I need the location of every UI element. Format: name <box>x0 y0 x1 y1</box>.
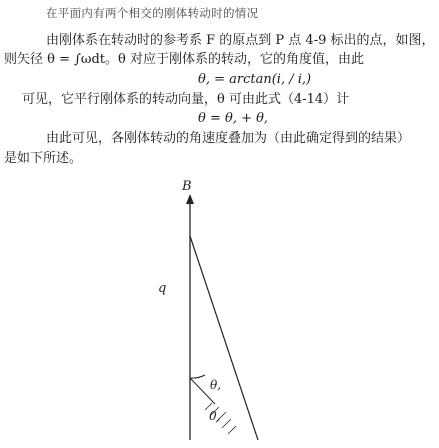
equation-sum: θ = θ, + θ, <box>198 111 269 126</box>
rotated-line <box>190 236 258 440</box>
label-angle: 0, <box>209 409 221 423</box>
paragraph-line-2: 则矢径 θ = ∫ωdt。θ 对应于刚体系的转动，它的角度值，由此 <box>4 52 364 67</box>
label-b: B <box>182 179 192 194</box>
paragraph-line-1: 由刚体系在转动时的参考系 F 的原点到 P 点 4-9 标出的点，如图， <box>46 33 435 48</box>
label-theta: θ, <box>210 378 222 392</box>
equation-arctan: θ, = arctan(i, / i,) <box>198 72 312 87</box>
angle-arc <box>190 375 205 378</box>
paragraph-line-4: 可见，它平行刚体系的转动向量，θ 可由此式（4-14）计 <box>22 92 350 107</box>
page-header: 在平面内有两个相交的刚体转动时的情况 <box>46 6 259 20</box>
label-q: q <box>158 281 167 296</box>
axis-arrowhead <box>186 194 194 204</box>
paragraph-line-7: 是如下所述。 <box>4 151 83 166</box>
paragraph-line-6: 由此可见，各刚体转动的角速度叠加为（由此确定得到的结果） <box>46 131 411 146</box>
